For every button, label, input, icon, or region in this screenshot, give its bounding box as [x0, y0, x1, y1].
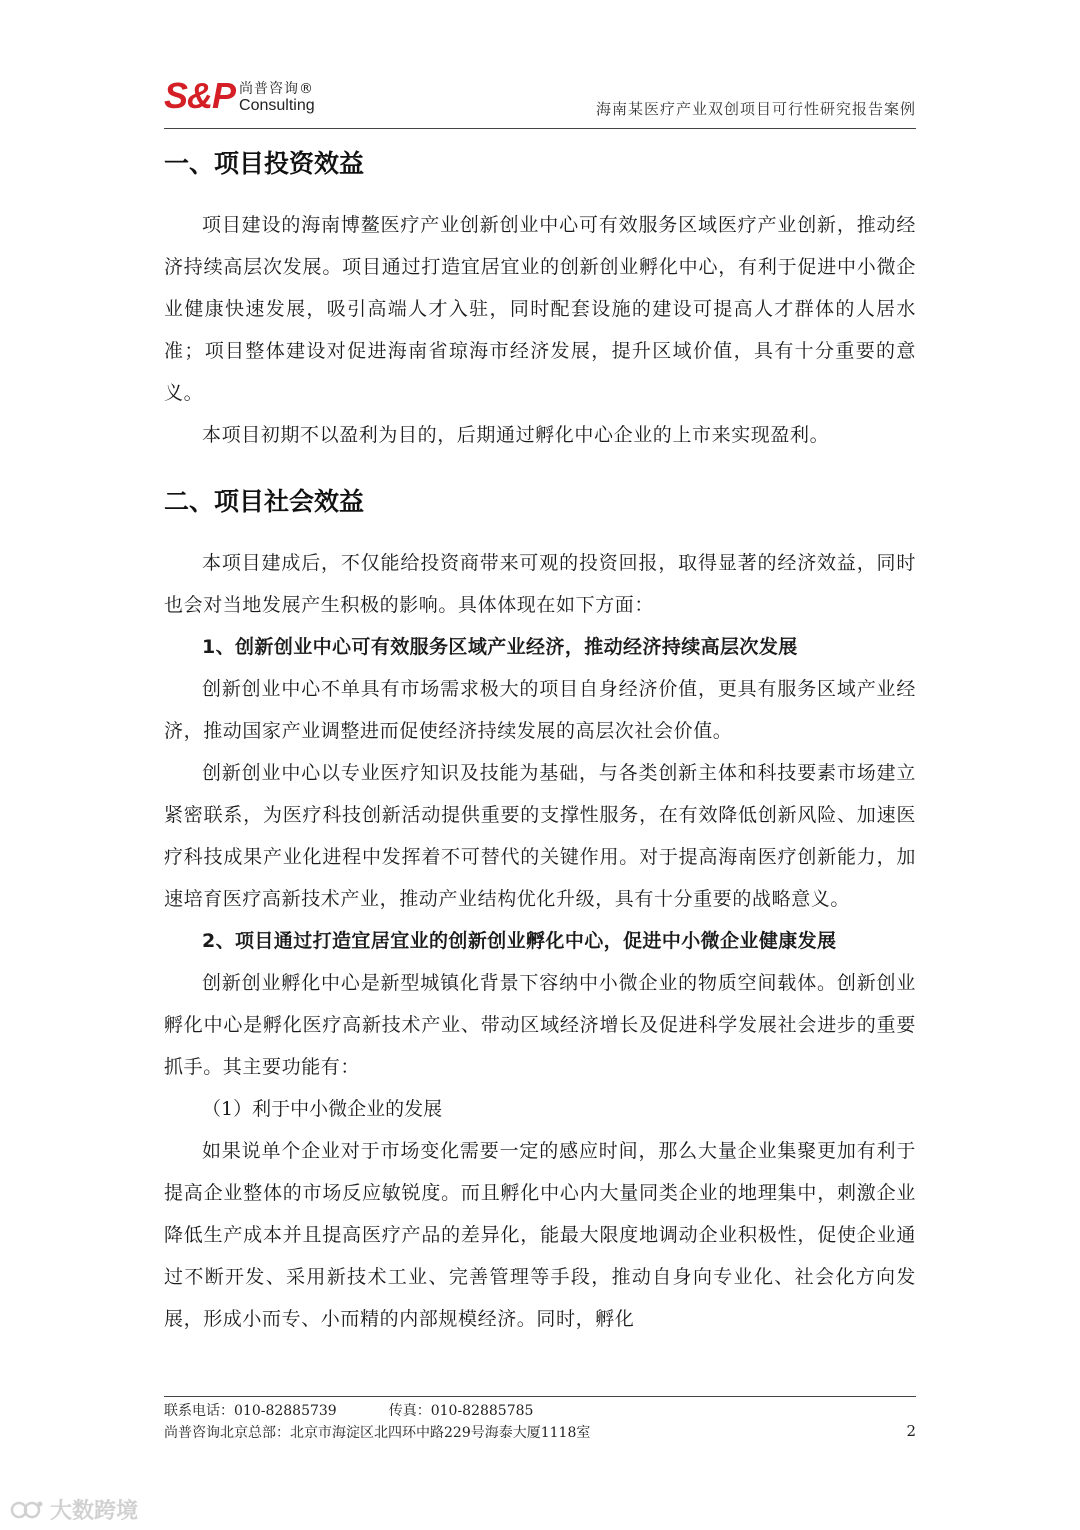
- subsection-heading-2: 2、项目通过打造宜居宜业的创新创业孵化中心，促进中小微企业健康发展: [202, 930, 837, 952]
- paragraph: 创新创业中心不单具有市场需求极大的项目自身经济价值，更具有服务区域产业经济，推动国家产业调整进而促使经济持续发展的高层次社会价值。: [164, 678, 916, 742]
- logo-english-name: Consulting: [239, 97, 315, 114]
- paragraph: 本项目初期不以盈利为目的，后期通过孵化中心企业的上市来实现盈利。: [202, 424, 830, 446]
- paragraph: 本项目建成后，不仅能给投资商带来可观的投资回报，取得显著的经济效益，同时也会对当地发展产生积极的影响。具体体现在如下方面：: [164, 552, 916, 616]
- watermark-logo-icon: [10, 1498, 44, 1522]
- footer-fax: 传真：010-82885785: [388, 1403, 534, 1419]
- section-heading-investment-benefit: 一、项目投资效益: [164, 149, 365, 178]
- section-heading-social-benefit: 二、项目社会效益: [164, 487, 365, 516]
- paragraph: 创新创业孵化中心是新型城镇化背景下容纳中小微企业的物质空间载体。创新创业孵化中心是孵化医疗高新技术产业、带动区域经济增长及促进科学发展社会进步的重要抓手。其主要功能有：: [164, 972, 916, 1078]
- footer-contact-line: [164, 1400, 916, 1422]
- running-header-title: 海南某医疗产业双创项目可行性研究报告案例: [595, 100, 916, 118]
- paragraph: 项目建设的海南博鳌医疗产业创新创业中心可有效服务区域医疗产业创新，推动经济持续高层次发展。项目通过打造宜居宜业的创新创业孵化中心，有利于促进中小微企业健康快速发展，吸引高端人才入驻，同时配套设施的建设可提高人才群体的人居水准；项目整体建设对促进海南省琼海市经济发展，提升区域价值，具有十分重要的意义。: [164, 214, 916, 404]
- header-divider: [164, 128, 916, 129]
- subsection-heading-1: 1、创新创业中心可有效服务区域产业经济，推动经济持续高层次发展: [202, 636, 798, 658]
- footer-address-line: [164, 1422, 916, 1444]
- footer-address: 尚普咨询北京总部：北京市海淀区北四环中路229号海泰大厦1118室: [164, 1425, 591, 1441]
- page-number: 2: [906, 1422, 916, 1440]
- logo-mark: S&P: [164, 75, 236, 116]
- logo-text: [239, 82, 315, 114]
- watermark-text: 大数跨境: [50, 1499, 139, 1524]
- footer-divider: [164, 1396, 916, 1397]
- document-body: [164, 138, 916, 1340]
- list-item-heading: （1）利于中小微企业的发展: [202, 1098, 443, 1120]
- logo-chinese-name: 尚普咨询®: [239, 81, 315, 97]
- footer-phone: 联系电话：010-82885739: [164, 1403, 337, 1419]
- page-footer: [164, 1400, 916, 1444]
- watermark: [10, 1494, 138, 1525]
- paragraph: 创新创业中心以专业医疗知识及技能为基础，与各类创新主体和科技要素市场建立紧密联系，为医疗科技创新活动提供重要的支撑性服务，在有效降低创新风险、加速医疗科技成果产业化进程中发挥着不可替代的关键作用。对于提高海南医疗创新能力，加速培育医疗高新技术产业，推动产业结构优化升级，具有十分重要的战略意义。: [164, 762, 916, 910]
- company-logo: [164, 75, 315, 116]
- paragraph: 如果说单个企业对于市场变化需要一定的感应时间，那么大量企业集聚更加有利于提高企业整体的市场反应敏锐度。而且孵化中心内大量同类企业的地理集中，刺激企业降低生产成本并且提高医疗产品的差异化，能最大限度地调动企业积极性，促使企业通过不断开发、采用新技术工业、完善管理等手段，推动自身向专业化、社会化方向发展，形成小而专、小而精的内部规模经济。同时，孵化: [164, 1140, 916, 1330]
